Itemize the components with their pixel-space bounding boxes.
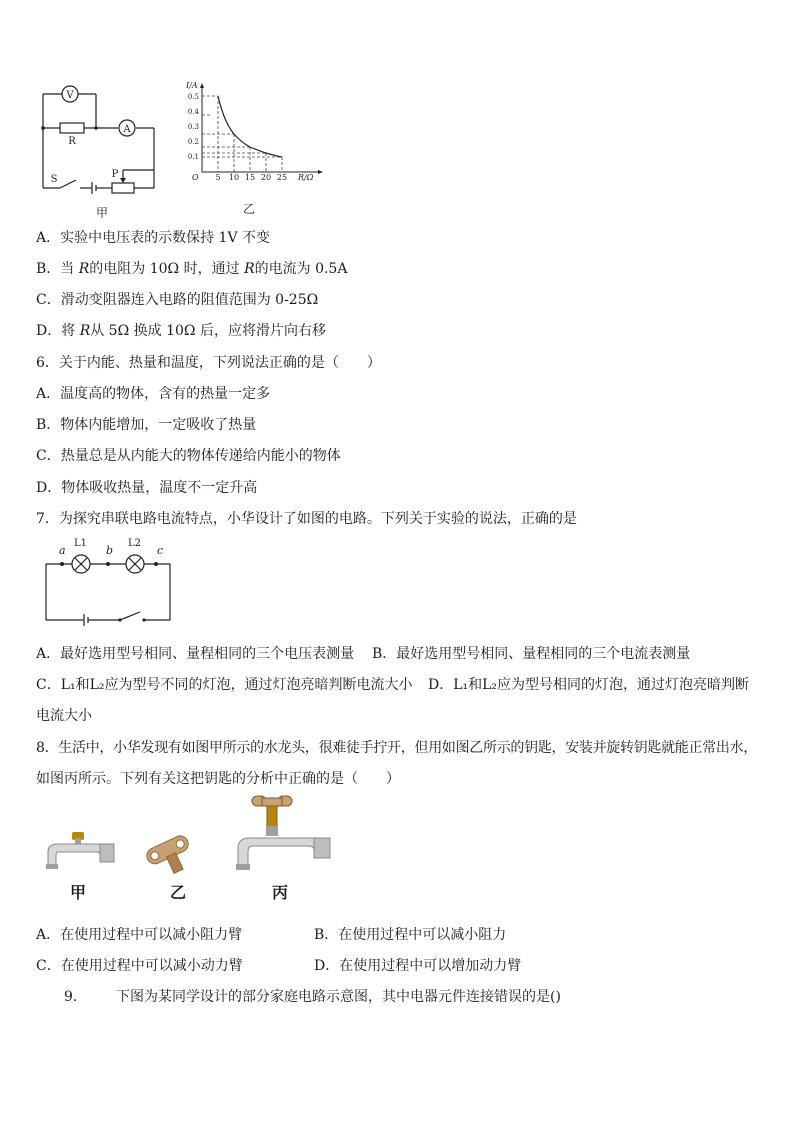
q6-option-d: D．物体吸收热量，温度不一定升高 xyxy=(36,480,258,496)
q5-option-d-part1: D．将 xyxy=(36,323,80,339)
key-label-b: 乙 xyxy=(170,883,187,902)
q5-option-d-part2: 从 5Ω 换成 10Ω 后，应将滑片向右移 xyxy=(90,323,326,339)
q5-option-b-part2: 的电阻为 10Ω 时，通过 xyxy=(89,261,245,277)
q8-stem-line1: 8．生活中，小华发现有如图甲所示的水龙头，很难徒手拧开，但用如图乙所示的钥匙，安装并旋转钥匙就能正常出水， xyxy=(36,740,758,756)
graph-xlabel: R/Ω xyxy=(298,173,314,182)
x-tick-5: 5 xyxy=(215,173,221,182)
x-tick-20: 20 xyxy=(260,173,272,182)
q6-option-b: B．物体内能增加，一定吸收了热量 xyxy=(36,417,257,433)
faucet-with-key-image-c xyxy=(232,794,332,876)
q8-option-b: B．在使用过程中可以减小阻力 xyxy=(314,927,507,943)
point-a-label: a xyxy=(59,544,66,557)
q8-stem-line2: 如图丙所示。下列有关这把钥匙的分析中正确的是（ ） xyxy=(36,771,400,787)
q5-option-c: C．滑动变阻器连入电路的阻值范围为 0-25Ω xyxy=(36,292,319,308)
q5-option-b-var1: R xyxy=(78,261,90,277)
graph-ylabel: I/A xyxy=(186,81,198,90)
q5-option-b-var2: R xyxy=(244,261,255,277)
q8-option-c: C．在使用过程中可以减小动力臂 xyxy=(36,958,243,974)
x-tick-15: 15 xyxy=(244,173,256,182)
q7-option-d-continued: 电流大小 xyxy=(36,708,92,724)
q5-option-d-var: R xyxy=(79,323,91,339)
q5-circuit-diagram xyxy=(38,78,160,198)
y-tick-0.3: 0.3 xyxy=(187,123,199,131)
q7-option-d: D．L₁和L₂应为型号相同的灯泡，通过灯泡亮暗判断 xyxy=(428,677,750,693)
point-c-label: c xyxy=(157,544,164,557)
switch-label: S xyxy=(50,174,58,185)
y-tick-0.2: 0.2 xyxy=(187,138,199,146)
q6-option-c: C．热量总是从内能大的物体传递给内能小的物体 xyxy=(36,448,341,464)
q8-option-d: D．在使用过程中可以增加动力臂 xyxy=(314,958,522,974)
q7-option-c: C．L₁和L₂应为型号不同的灯泡，通过灯泡亮暗判断电流大小 xyxy=(36,677,413,693)
y-tick-0.4: 0.4 xyxy=(187,108,199,116)
key-image-b xyxy=(140,822,204,878)
lamp-l2-label: L2 xyxy=(128,538,142,549)
x-tick-10: 10 xyxy=(228,173,240,182)
y-tick-0.1: 0.1 xyxy=(187,153,199,161)
q7-option-b: B．最好选用型号相同、量程相同的三个电流表测量 xyxy=(372,646,691,662)
lamp-l1-label: L1 xyxy=(74,538,88,549)
q5-option-b-part1: B．当 xyxy=(36,261,79,277)
q5-fig-b-label: 乙 xyxy=(243,202,256,216)
ammeter-label: A xyxy=(123,124,131,135)
q7-series-circuit xyxy=(40,534,176,626)
q5-current-resistance-graph xyxy=(180,80,325,182)
q7-stem: 7．为探究串联电路电流特点，小华设计了如图的电路。下列关于实验的说法，正确的是 xyxy=(36,511,577,527)
q5-option-b xyxy=(36,260,347,278)
q5-option-b-part3: 的电流为 0.5A xyxy=(254,261,348,277)
faucet-image-a xyxy=(42,826,116,874)
x-tick-25: 25 xyxy=(276,173,288,182)
q9-stem: 下图为某同学设计的部分家庭电路示意图，其中电器元件连接错误的是() xyxy=(116,989,561,1005)
y-tick-0.5: 0.5 xyxy=(187,93,199,101)
faucet-label-c: 丙 xyxy=(272,883,289,902)
graph-origin: O xyxy=(192,173,199,182)
q5-option-d xyxy=(36,322,326,340)
q6-option-a: A．温度高的物体，含有的热量一定多 xyxy=(36,386,271,402)
q7-option-a: A．最好选用型号相同、量程相同的三个电压表测量 xyxy=(36,646,355,662)
faucet-label-a: 甲 xyxy=(70,883,87,902)
q5-fig-a-label: 甲 xyxy=(96,206,109,220)
point-b-label: b xyxy=(106,544,114,557)
q6-stem: 6．关于内能、热量和温度，下列说法正确的是（ ） xyxy=(36,355,381,371)
q8-option-a: A．在使用过程中可以减小阻力臂 xyxy=(36,927,243,943)
slider-label: P xyxy=(111,169,119,180)
q5-option-a: A．实验中电压表的示数保持 1V 不变 xyxy=(36,230,271,246)
q9-number: 9． xyxy=(64,989,87,1005)
voltmeter-label: V xyxy=(66,90,74,101)
resistor-label: R xyxy=(68,136,76,147)
